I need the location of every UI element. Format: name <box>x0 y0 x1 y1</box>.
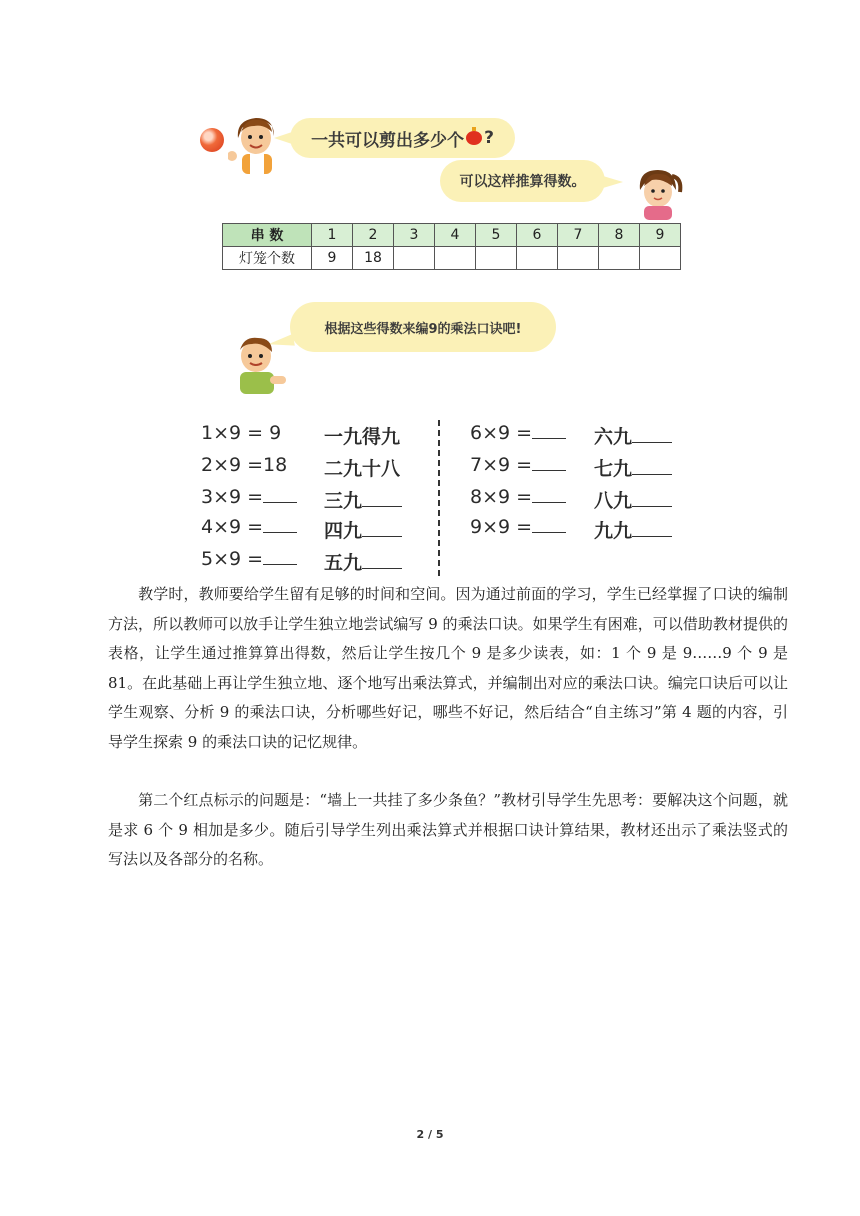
table-cell <box>558 247 599 270</box>
table-cell <box>394 247 435 270</box>
question-text: 一共可以剪出多少个 <box>311 130 465 151</box>
table-cell: 9 <box>312 247 353 270</box>
answer-blank[interactable] <box>263 516 297 533</box>
table-cell: 7 <box>558 224 599 247</box>
equation <box>470 516 566 538</box>
paragraph-text <box>108 786 788 875</box>
table-cell <box>599 247 640 270</box>
rhyme-text: 二九十八 <box>324 458 401 480</box>
hint-bubble <box>440 160 605 202</box>
equation <box>470 486 566 508</box>
table-row <box>223 224 681 247</box>
rhyme-text: 三九 <box>324 490 363 512</box>
rhyme-blank[interactable] <box>632 458 672 475</box>
lantern-count-table <box>222 223 681 270</box>
rhyme <box>594 516 672 543</box>
equation-text: 4×9 = <box>201 516 264 538</box>
dashed-divider <box>438 420 440 576</box>
equation <box>201 454 287 476</box>
paragraph-body: 第二个红点标示的问题是：“墙上一共挂了多少条鱼？”教材引导学生先思考：要解决这个问题，就是求 6 个 9 相加是多少。随后引导学生列出乘法算式并根据口诀计算结果，教材还出示了乘法竖式的写法以及各部分的名称。 <box>108 791 788 868</box>
table-cell: 3 <box>394 224 435 247</box>
table-cell <box>435 247 476 270</box>
paragraph-text <box>108 580 788 757</box>
equation <box>201 516 297 538</box>
table-cell <box>640 247 681 270</box>
rhyme-blank[interactable] <box>362 552 402 569</box>
equation <box>470 454 566 476</box>
rhyme-blank[interactable] <box>362 490 402 507</box>
rhyme-text: 六九 <box>594 426 633 448</box>
answer-blank[interactable] <box>263 486 297 503</box>
table-cell: 9 <box>640 224 681 247</box>
answer-blank[interactable] <box>532 454 566 471</box>
rhyme <box>594 486 672 513</box>
rhyme-blank[interactable] <box>632 490 672 507</box>
equation-text: 6×9 = <box>470 422 533 444</box>
answer-blank[interactable] <box>532 516 566 533</box>
rhyme-text: 八九 <box>594 490 633 512</box>
rhyme <box>324 486 402 513</box>
question-mark: ? <box>484 128 494 148</box>
table-header-lanterns: 灯笼个数 <box>223 247 312 270</box>
paragraph <box>108 786 788 875</box>
rhyme-text: 一九得九 <box>324 426 401 448</box>
rhyme-text: 九九 <box>594 520 633 542</box>
table-cell: 18 <box>353 247 394 270</box>
equation <box>470 422 566 444</box>
rhyme <box>324 516 402 543</box>
equation-text: 3×9 = <box>201 486 264 508</box>
hint-text: 可以这样推算得数。 <box>459 174 586 190</box>
table-cell: 5 <box>476 224 517 247</box>
table-row <box>223 247 681 270</box>
equation-text: 1×9 = 9 <box>201 422 282 444</box>
rhyme <box>594 422 672 449</box>
table-cell: 8 <box>599 224 640 247</box>
instruction-bubble <box>290 302 556 352</box>
rhyme-text: 四九 <box>324 520 363 542</box>
rhyme-blank[interactable] <box>362 520 402 537</box>
red-dot-icon <box>200 128 224 152</box>
table-cell: 1 <box>312 224 353 247</box>
equation-text: 9×9 = <box>470 516 533 538</box>
equation-text: 8×9 = <box>470 486 533 508</box>
table-cell <box>517 247 558 270</box>
table-cell <box>476 247 517 270</box>
equation <box>201 548 297 570</box>
paragraph <box>108 580 788 757</box>
answer-blank[interactable] <box>263 548 297 565</box>
table-cell: 2 <box>353 224 394 247</box>
rhyme-text: 五九 <box>324 552 363 574</box>
rhyme <box>324 454 400 481</box>
rhyme-blank[interactable] <box>632 520 672 537</box>
equation-text: 5×9 = <box>201 548 264 570</box>
girl-illustration <box>632 166 684 220</box>
rhyme-text: 七九 <box>594 458 633 480</box>
answer-blank[interactable] <box>532 486 566 503</box>
page-number: 2 / 5 <box>416 1128 444 1141</box>
table-cell: 4 <box>435 224 476 247</box>
question-bubble <box>290 118 515 158</box>
equation <box>201 486 297 508</box>
rhyme <box>324 548 402 575</box>
answer-blank[interactable] <box>532 422 566 439</box>
table-cell: 6 <box>517 224 558 247</box>
lantern-icon <box>466 131 482 145</box>
rhyme <box>594 454 672 481</box>
rhyme <box>324 422 400 449</box>
boy-illustration <box>228 332 290 396</box>
equation-text: 2×9 =18 <box>201 454 288 476</box>
equation-text: 7×9 = <box>470 454 533 476</box>
instruction-text: 根据这些得数来编9的乘法口诀吧! <box>324 321 522 337</box>
paragraph-body: 教学时，教师要给学生留有足够的时间和空间。因为通过前面的学习，学生已经掌握了口诀的编制方法，所以教师可以放手让学生独立地尝试编写 9 的乘法口诀。如果学生有困难，可以借助教材提供的表格，让学生通过推算算出得数，然后让学生按几个 9 是多少读表，如：1 个 9 是 9……9 个 9 是 81。在此基础上再让学生独立地、逐个地写出乘法算式，并编制出对应的乘法口诀。编完口诀后可以让学生观察、分析 9 的乘法口诀，分析哪些好记，哪些不好记，然后结合“自主练习”第 4 题的内容，引导学生探索 9 的乘法口诀的记忆规律。 <box>108 585 788 751</box>
table-header-strings: 串 数 <box>223 224 312 247</box>
equation <box>201 422 281 444</box>
rhyme-blank[interactable] <box>632 426 672 443</box>
